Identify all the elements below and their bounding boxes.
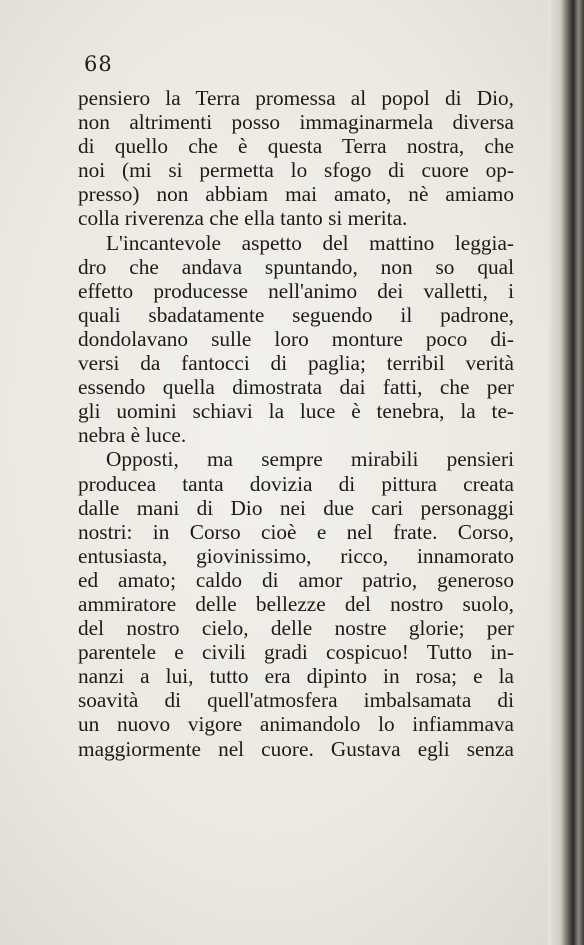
text-line: essendo quella dimostrata dai fatti, che per <box>78 375 514 400</box>
text-line: ammiratore delle bellezze del nostro suolo, <box>78 591 514 616</box>
text-line: entusiasta, giovinissimo, ricco, innamorato <box>78 543 514 568</box>
text-line: dalle mani di Dio nei due cari personaggi <box>78 495 514 520</box>
text-line: di quello che è questa Terra nostra, che <box>78 134 514 159</box>
text-line: colla riverenza che ella tanto si merita. <box>78 206 408 231</box>
text-line: L'incantevole aspetto del mattino leggia- <box>106 230 514 255</box>
text-line: Opposti, ma sempre mirabili pensieri <box>106 447 514 472</box>
text-line: pensiero la Terra promessa al popol di Dio, <box>78 86 514 110</box>
book-gutter <box>548 0 584 945</box>
text-line: presso) non abbiam mai amato, nè amiamo <box>78 182 514 207</box>
text-line: maggiormente nel cuore. Gustava egli senza <box>78 736 514 761</box>
text-line: ed amato; caldo di amor patrio, generoso <box>78 567 514 592</box>
text-line: noi (mi si permetta lo sfogo di cuore op- <box>78 158 514 183</box>
text-line: gli uomini schiavi la luce è tenebra, la te- <box>78 399 514 424</box>
text-line: quali sbadatamente seguendo il padrone, <box>78 302 514 327</box>
text-line: nebra è luce. <box>78 423 187 448</box>
text-line: soavità di quell'atmosfera imbalsamata di <box>78 688 514 713</box>
text-line: del nostro cielo, delle nostre glorie; per <box>78 616 514 641</box>
text-line: versi da fantocci di paglia; terribil verità <box>78 351 514 376</box>
text-line: dro che andava spuntando, non so qual <box>78 254 514 279</box>
text-line: nostri: in Corso cioè e nel frate. Corso, <box>78 519 514 544</box>
body-text <box>78 86 514 761</box>
text-line: un nuovo vigore animandolo lo infiammava <box>78 712 514 737</box>
text-line: nanzi a lui, tutto era dipinto in rosa; e la <box>78 664 514 689</box>
page-number: 68 <box>84 52 113 76</box>
text-line: dondolavano sulle loro monture poco di- <box>78 326 514 351</box>
text-line: effetto producesse nell'animo dei valletti, i <box>78 278 514 303</box>
text-line: non altrimenti posso immaginarmela diversa <box>78 110 514 135</box>
text-line: producea tanta dovizia di pittura creata <box>78 471 514 496</box>
text-line: parentele e civili gradi cospicuo! Tutto in- <box>78 640 514 665</box>
